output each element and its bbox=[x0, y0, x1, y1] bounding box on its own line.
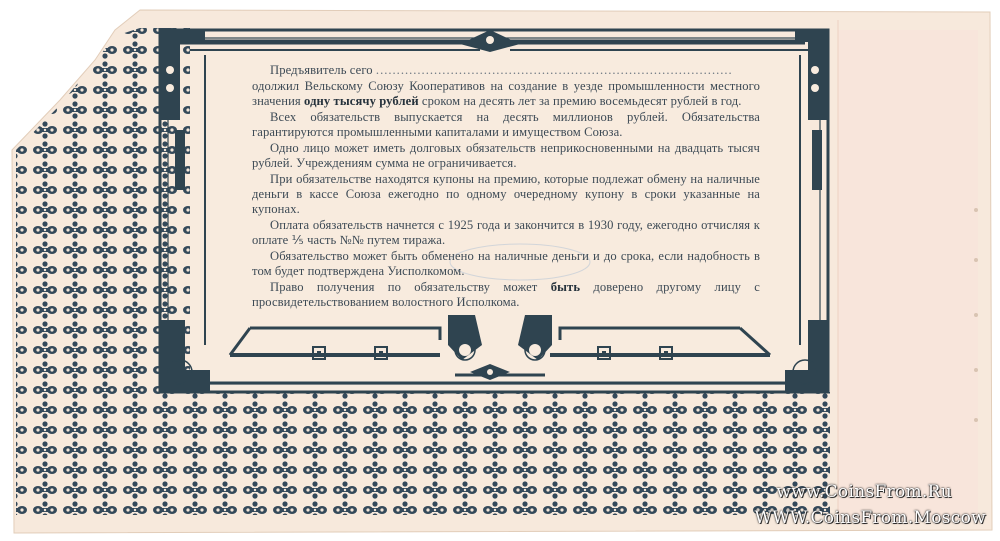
paragraph-1: одолжил Вельскому Союзу Кооперативов на создание в уезде промышленности местного значения одну тысячу рублей сроком на десять лет за премию восемьдесят рублей в год. bbox=[252, 79, 760, 108]
paragraph-6: Обязательство может быть обменено на наличные деньги и до срока, если надобность в том будет подтверждена Уисполкомом. bbox=[252, 249, 760, 278]
paragraph-2: Всех обязательств выпускается на десять миллионов рублей. Обязательства гарантируются промышленными капиталами и имуществом Союза. bbox=[252, 110, 760, 139]
paragraph-7: Право получения по обязательству может быть доверено другому лицу с просвидетельствованием волостного Исполкома. bbox=[252, 280, 760, 309]
paragraph-4: При обязательстве находятся купоны на премию, которые подлежат обмену на наличные деньги в кассе Союза ежегодно по одному очередному купону в сроки указанные на купонах. bbox=[252, 172, 760, 216]
bond-text bbox=[252, 63, 760, 311]
paragraph-3: Одно лицо может иметь долговых обязательств неприкосновенными на двадцать тысяч рублей. Учреждениям сумма не ограничивается. bbox=[252, 141, 760, 170]
paragraph-5: Оплата обязательств начнется с 1925 года и закончится в 1930 году, ежегодно отчисляя к оплате ⅕ часть №№ путем тиража. bbox=[252, 218, 760, 247]
watermark-line-1: www.CoinsFrom.Ru bbox=[776, 482, 952, 502]
watermark-line-2: WWW.CoinsFrom.Moscow bbox=[754, 508, 986, 528]
bearer-line: Предъявитель сего ...................................................................................... bbox=[270, 63, 733, 77]
